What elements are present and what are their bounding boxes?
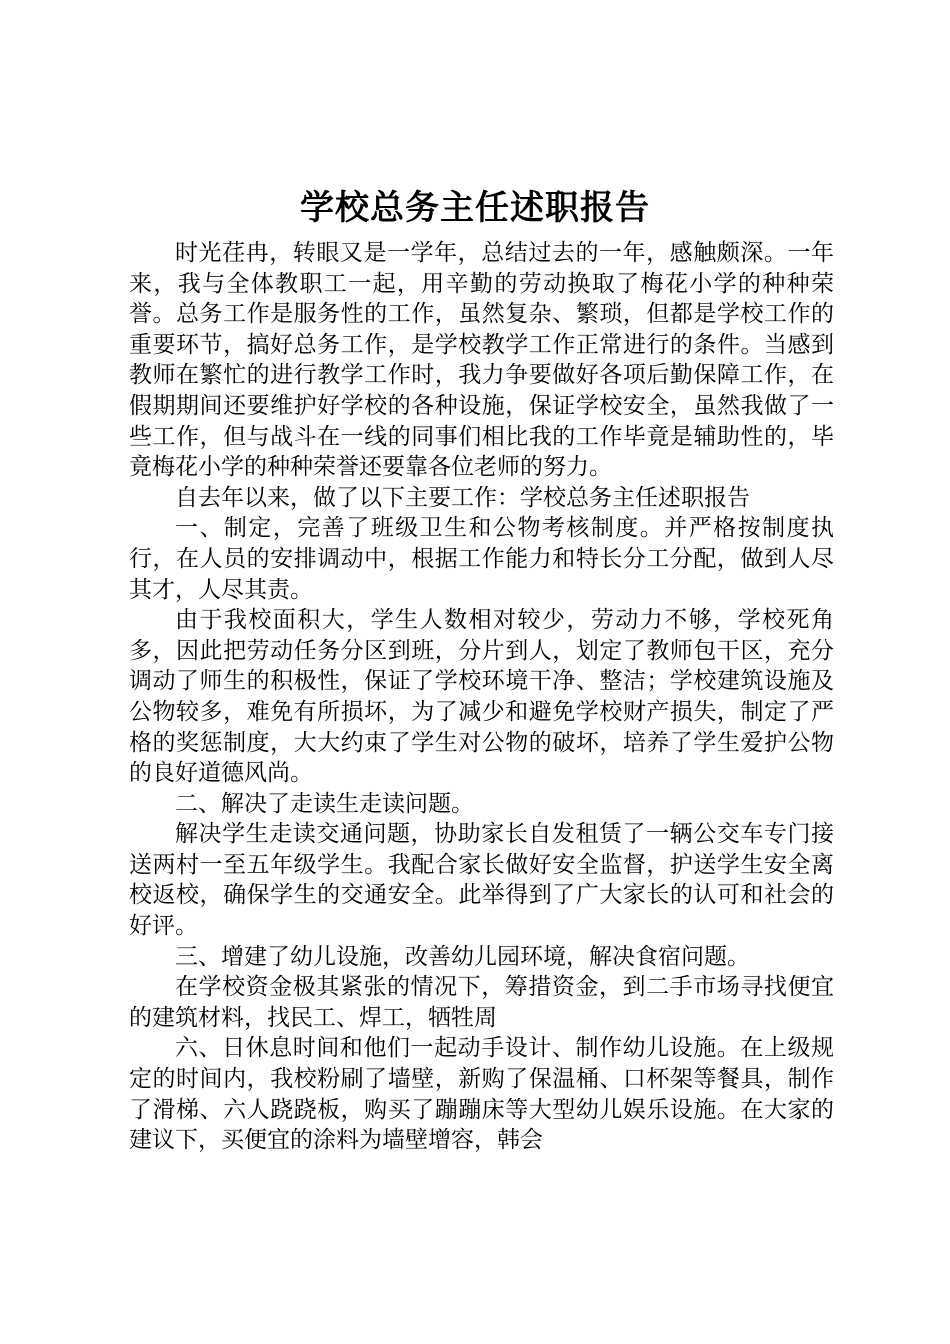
paragraph: 解决学生走读交通问题，协助家长自发租赁了一辆公交车专门接送两村一至五年级学生。我配合家长做好安全监督，护送学生安全离校返校，确保学生的交通安全。此举得到了广大家长的认可和社会的好评。 [129, 821, 834, 940]
paragraph: 三、增建了幼儿设施，改善幼儿园环境，解决食宿问题。 [175, 943, 750, 970]
paragraph: 六、日休息时间和他们一起动手设计、制作幼儿设施。在上级规定的时间内，我校粉刷了墙壁，新购了保温桶、口杯架等餐具，制作了滑梯、六人跷跷板，购买了蹦蹦床等大型幼儿娱乐设施。在大家的建议下，买便宜的涂料为墙壁增容，韩会 [129, 1035, 834, 1154]
paragraph: 一、制定，完善了班级卫生和公物考核制度。并严格按制度执行，在人员的安排调动中，根据工作能力和特长分工分配，做到人尽其才，人尽其责。 [129, 515, 834, 603]
paragraph: 在学校资金极其紧张的情况下，筹措资金，到二手市场寻找便宜的建筑材料，找民工、焊工，牺牲周 [129, 974, 834, 1031]
paragraph: 由于我校面积大，学生人数相对较少，劳动力不够，学校死角多，因此把劳动任务分区到班，分片到人，划定了教师包干区，充分调动了师生的积极性，保证了学校环境干净、整洁；学校建筑设施及公物较多，难免有所损坏，为了减少和避免学校财产损失，制定了严格的奖惩制度，大大约束了学生对公物的破坏，培养了学生爱护公物的良好道德风尚。 [129, 607, 834, 787]
paragraph: 自去年以来，做了以下主要工作：学校总务主任述职报告 [175, 484, 750, 511]
paragraph: 时光荏冉，转眼又是一学年，总结过去的一年，感触颇深。一年来，我与全体教职工一起，用辛勤的劳动换取了梅花小学的种种荣誉。总务工作是服务性的工作，虽然复杂、繁琐，但都是学校工作的重要环节，搞好总务工作，是学校教学工作正常进行的条件。当感到教师在繁忙的进行教学工作时，我力争要做好各项后勤保障工作，在假期期间还要维护好学校的各种设施，保证学校安全，虽然我做了一些工作，但与战斗在一线的同事们相比我的工作毕竟是辅助性的，毕竟梅花小学的种种荣誉还要靠各位老师的努力。 [129, 240, 834, 481]
document-body [129, 238, 834, 1156]
document-title: 学校总务主任述职报告 [300, 188, 650, 228]
paragraph: 二、解决了走读生走读问题。 [175, 790, 474, 817]
